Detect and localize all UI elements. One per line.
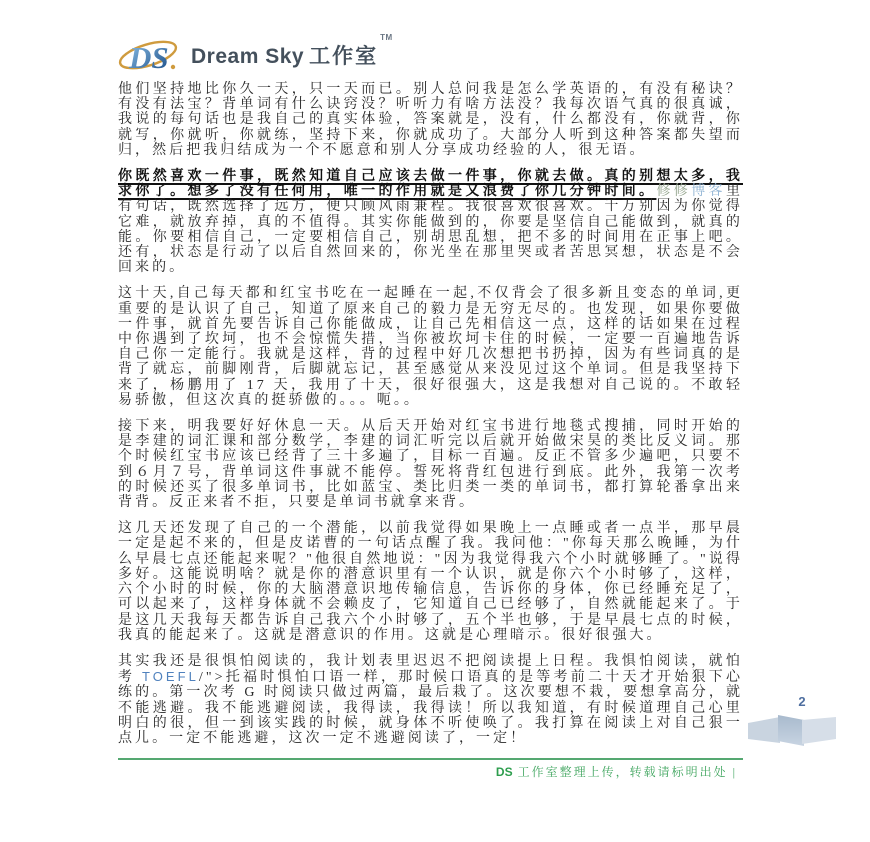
paragraph-1: 他们坚持地比你久一天，只一天而已。别人总问我是怎么学英语的，有没有秘诀？有没有法宝？背单词有什么诀窍没？听听力有啥方法没？我每次语气真的很真诚，我说的每句话也是我自己的真实体验，答案就是，没有，什么都没有，你就背，你就写，你就听，你就练，坚持下来，你就成功了。大部分人听到这种答案都失望而归，然后把我归结成为一个不愿意和别人分享成功经验的人，很无语。 [118,82,743,158]
paragraph-3: 这十天,自己每天都和红宝书吃在一起睡在一起,不仅背会了很多新且变态的单词,更重要的是认识了自己，知道了原来自己的毅力是无穷无尽的。也发现，如果你要做一件事，就首先要告诉自己你能做成，让自己先相信这一点，这样的话如果在过程中你遇到了坎坷，也不会惊慌失措，当你被坎坷卡住的时候，一定要一百遍地告诉自己你一定能行。我就是这样，背的过程中好几次想把书扔掉，因为有些词真的是背了就忘，前脚刚背，后脚就忘记，甚至感觉从来没见过这个单词。但是我坚持下来了，杨鹏用了 17 天，我用了十天，很好很强大，这是我想对自己说的。不敢轻易骄傲，但这次真的挺骄傲的。。。呃。。 [118,286,743,408]
paragraph-5: 这几天还发现了自己的一个潜能，以前我觉得如果晚上一点睡或者一点半，那早晨一定是起不来的，但是皮诺曹的一句话点醒了我。我问他："你每天那么晚睡，为什么早晨七点还能起来呢？"他很自然地说："因为我觉得我六个小时就够睡了。"说得多好。这能说明啥？就是你的潜意识里有一个认识，就是你六个小时够了，这样，六个小时的时候，你的大脑潜意识地传输信息，告诉你的身体，你已经睡充足了，可以起来了，这样身体就不会赖皮了，它知道自己已经够了，自然就能起来了。于是这几天我每天都告诉自己我六个小时够了，五个半也够，于是早晨七点的时候，我真的能起来了。这就是潜意识的作用。这就是心理暗示。很好很强大。 [118,521,743,643]
paragraph-4: 接下来，明我要好好休息一天。从后天开始对红宝书进行地毯式搜捕，同时开始的是李建的词汇课和部分数学，李建的词汇听完以后就开始做宋昊的类比反义词。那个时候红宝书应该已经背了三十多遍了，目标一百遍。反正不管多少遍吧，只要不到６月７号，背单词这件事就不能停。誓死将背红包进行到底。此外，我第一次考的时候还买了很多单词书，比如蓝宝、类比归类一类的单词书，都打算轮番拿出来背背。反正来者不拒，只要是单词书就拿来背。 [118,419,743,511]
paragraph-2-rest: 里有句话，既然选择了远方，便只顾风雨兼程。我很喜欢很喜欢。千万别因为你觉得它难，就放弃掉，真的不值得。其实你能做到的，你要是坚信自己能做到，就真的能。你要相信自己，一定要相信自己，别胡思乱想，把不多的时间用在正事上吧。还有，状态是行动了以后自然回来的，你光坐在那里哭或者苦思冥想，状态是不会回来的。 [118,184,743,276]
paragraph-6 [118,654,743,746]
document-content [118,30,743,780]
ds-monogram: DS [129,40,169,75]
footer-ds-label: DS [495,765,513,780]
logo [118,30,743,80]
page-ribbon-decoration [746,710,838,752]
page-number: 2 [798,694,806,709]
brand-name [191,33,393,70]
brand-name-cn: 工作室 [309,45,379,68]
dream-sky-logo-icon [118,31,182,79]
ribbon-center-fold [778,715,804,746]
link-boke[interactable]: 博客 [691,184,726,200]
footer [118,758,743,780]
swoosh-dot-icon [171,65,175,69]
footer-credit-text: 工作室整理上传，转载请标明出处 | [512,765,737,780]
brand-name-en: Dream Sky [191,45,305,68]
ribbon-left-fold [748,717,780,743]
link-xiuxiu[interactable]: 修修 [656,184,692,200]
paragraph-2 [118,169,743,275]
paragraph-6-before-link: 其实我还是很惧怕阅读的，我计划表里迟迟不把阅读提上日程。我惧怕阅读，就怕考 [118,653,743,686]
ribbon-right-fold [802,717,836,744]
trademark-symbol: TM [380,33,393,42]
emphasis-bold-underline: 你既然喜欢一件事，既然知道自己应该去做一件事，你就去做。真的别想太多，我求你了。想多了没有任何用，唯一的作用就是又浪费了你几分钟时间。 [118,169,743,200]
link-toefl[interactable]: TOEFL [142,669,199,685]
paragraph-6-after-link: /">托福时惧怕口语一样，那时候口语真的是等考前二十天才开始狠下心练的。第一次考 G 时阅读只做过两篇，最后栽了。这次要想不栽，要想拿高分，就不能逃避。我不能逃避阅读，我得读，我得读！所以我知道，有时候道理自己心里明白的很，但一到该实践的时候，就身体不听使唤了。我打算在阅读上对自己狠一点儿。一定不能逃避，这次一定不逃避阅读了，一定！ [118,670,743,746]
footer-credit [118,760,743,780]
